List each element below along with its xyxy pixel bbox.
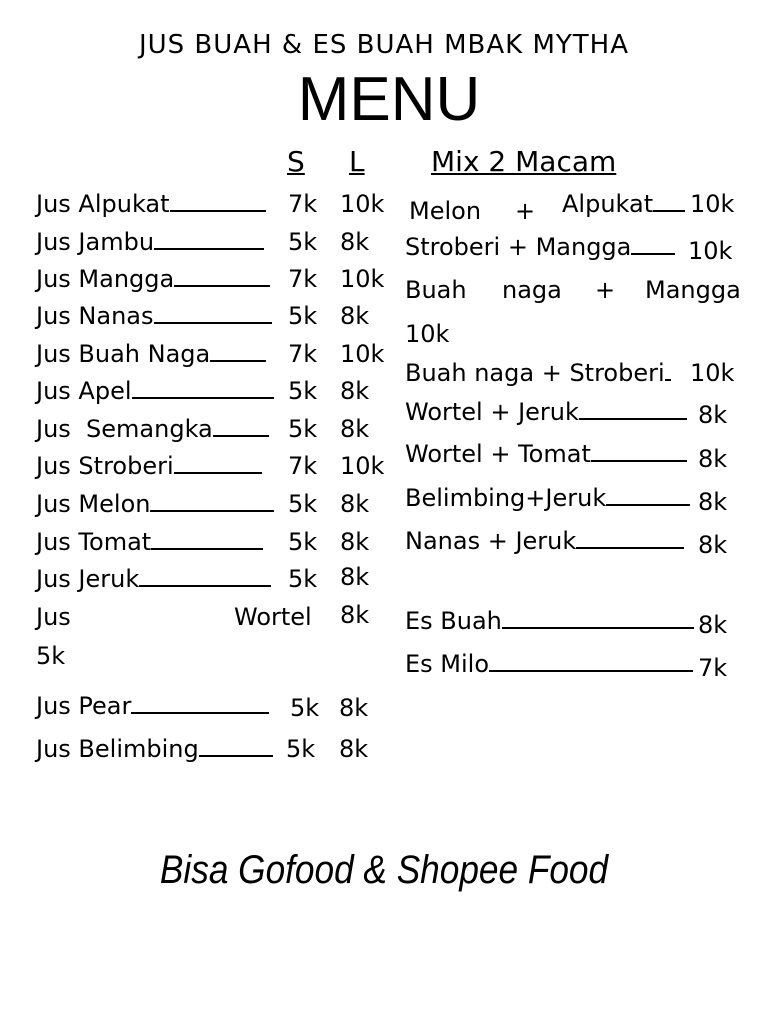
mix-section-title: Mix 2 Macam [431,145,617,178]
list-item: Jus Alpukat [36,190,266,218]
list-item: Jus Belimbing [36,735,273,763]
price-small: 5k [288,415,318,443]
price-large: 8k [340,415,370,443]
price-small: 5k [36,642,66,670]
list-item: Jus Semangka [36,415,269,443]
list-item: Jus Tomat [36,528,263,556]
price-small: 5k [290,694,320,722]
extra-price: 7k [698,654,728,682]
price-small: 7k [288,452,318,480]
list-item: Nanas + Jeruk [405,527,684,555]
column-header-small: S [287,145,305,178]
price-small: 5k [288,490,318,518]
mix-price: 10k [688,237,733,265]
mix-price: 8k [698,401,728,429]
price-large: 8k [339,735,369,763]
price-large: 8k [340,490,370,518]
price-small: 7k [288,265,318,293]
price-large: 10k [340,190,385,218]
list-item: Jus Pear [36,692,269,720]
price-small: 7k [288,190,318,218]
price-large: 10k [340,452,385,480]
price-small: 5k [288,228,318,256]
mix-part: naga [502,276,562,304]
mix-price: 8k [698,531,728,559]
list-item: Buah naga + Stroberi [405,359,671,387]
price-large: 10k [340,265,385,293]
mix-price: 10k [405,320,450,348]
price-small: 5k [288,565,318,593]
price-small: 5k [288,302,318,330]
price-large: 8k [340,377,370,405]
delivery-note: Bisa Gofood & Shopee Food [159,848,609,892]
mix-price: 10k [690,359,735,387]
list-item: Alpukat [562,190,685,218]
list-item: Es Buah [405,607,694,635]
price-large: 10k [340,340,385,368]
list-item: Belimbing+Jeruk [405,484,690,512]
list-item: Jus Jambu [36,228,264,256]
list-item: Jus Apel [36,377,274,405]
price-small: 5k [288,377,318,405]
list-item: Es Milo [405,650,693,678]
price-small: 5k [286,735,316,763]
price-large: 8k [339,694,369,722]
list-item: Jus Melon [36,490,274,518]
price-small: 5k [288,528,318,556]
list-item-name-start: Jus [36,603,71,631]
mix-part: Mangga [645,276,741,304]
shop-name: JUS BUAH & ES BUAH MBAK MYTHA [138,30,630,60]
menu-title: MENU [297,65,481,134]
mix-price: 8k [698,445,728,473]
list-item: Jus Buah Naga [36,340,266,368]
mix-part: Buah [405,276,467,304]
price-large: 8k [340,228,370,256]
list-item: Jus Mangga [36,265,270,293]
list-item: Wortel + Jeruk [405,398,687,426]
column-header-large: L [349,145,365,178]
mix-price: 8k [698,488,728,516]
price-large: 8k [340,563,370,591]
mix-price: 10k [690,190,735,218]
list-item: Jus Jeruk [36,565,271,593]
extra-price: 8k [698,611,728,639]
mix-part: + [515,197,536,225]
list-item: Wortel + Tomat [405,440,687,468]
price-large: 8k [340,601,370,629]
price-small: 7k [288,340,318,368]
price-large: 8k [340,302,370,330]
mix-part: + [595,276,616,304]
list-item-name-end: Wortel [234,603,312,631]
list-item: Jus Nanas [36,302,272,330]
list-item: Jus Stroberi [36,452,262,480]
mix-part: Melon [409,197,482,225]
list-item: Stroberi + Mangga [405,233,675,261]
price-large: 8k [340,528,370,556]
